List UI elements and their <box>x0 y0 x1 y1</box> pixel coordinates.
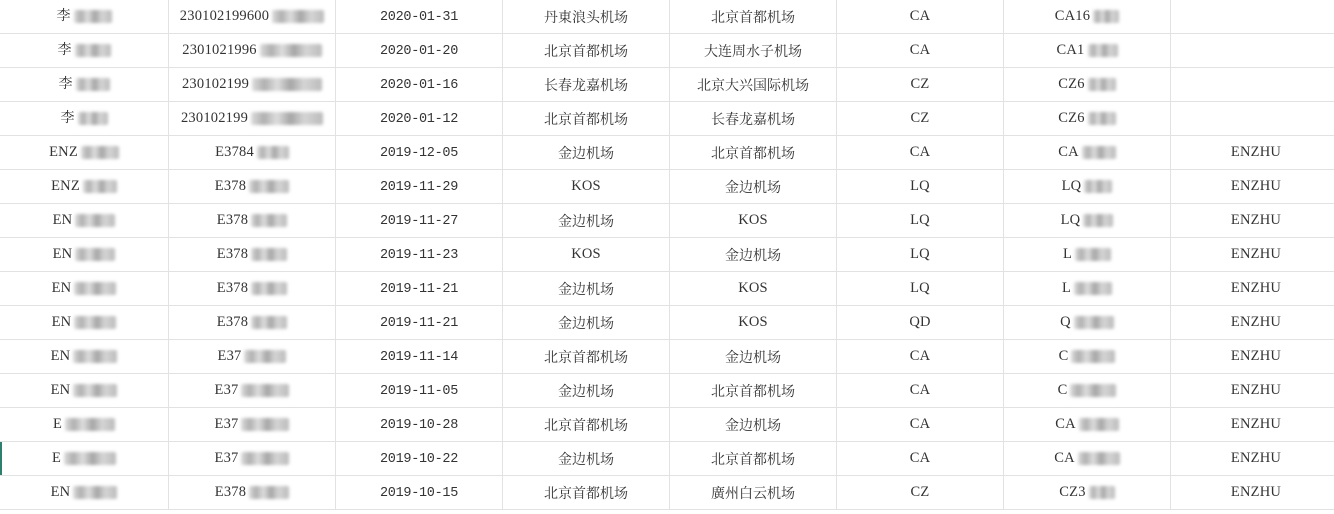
redaction-block <box>1088 44 1118 57</box>
cell-name: E <box>0 408 169 442</box>
cell-flight-number: CZ3 <box>1004 476 1171 510</box>
cell-flight-date: 2019-11-14 <box>336 340 503 374</box>
cell-airline-code: LQ <box>837 170 1004 204</box>
cell-agent: ENZHU <box>1171 306 1334 340</box>
table-row[interactable] <box>0 442 1334 476</box>
cell-flight-date: 2019-11-21 <box>336 306 503 340</box>
cell-arrival-airport: 北京首都机场 <box>670 374 837 408</box>
cell-airline-code: CZ <box>837 68 1004 102</box>
cell-id-number: 2301021996 <box>169 34 336 68</box>
cell-agent <box>1171 0 1334 34</box>
redaction-block <box>251 248 287 261</box>
table-row[interactable] <box>0 238 1334 272</box>
redaction-block <box>241 418 289 431</box>
cell-flight-number: C <box>1004 340 1171 374</box>
cell-flight-number: CA <box>1004 442 1171 476</box>
cell-flight-number: CZ6 <box>1004 68 1171 102</box>
cell-name: EN <box>0 476 169 510</box>
redaction-block <box>73 350 117 363</box>
cell-id-number: E3784 <box>169 136 336 170</box>
cell-arrival-airport: 北京大兴国际机场 <box>670 68 837 102</box>
redaction-block <box>1083 214 1113 227</box>
redaction-block <box>244 350 286 363</box>
cell-name: EN <box>0 374 169 408</box>
cell-airline-code: LQ <box>837 204 1004 238</box>
cell-arrival-airport: 金边机场 <box>670 408 837 442</box>
cell-arrival-airport: 北京首都机场 <box>670 442 837 476</box>
redaction-block <box>81 146 119 159</box>
cell-flight-number: L <box>1004 272 1171 306</box>
cell-arrival-airport: 金边机场 <box>670 238 837 272</box>
redaction-block <box>65 418 115 431</box>
cell-departure-airport: 北京首都机场 <box>503 408 670 442</box>
cell-flight-date: 2019-11-05 <box>336 374 503 408</box>
redaction-block <box>251 316 287 329</box>
cell-agent: ENZHU <box>1171 408 1334 442</box>
cell-id-number: E37 <box>169 374 336 408</box>
cell-departure-airport: 金边机场 <box>503 136 670 170</box>
redaction-block <box>1093 10 1119 23</box>
redaction-block <box>73 486 117 499</box>
redaction-block <box>249 180 289 193</box>
cell-flight-number: C <box>1004 374 1171 408</box>
cell-id-number: E378 <box>169 238 336 272</box>
cell-arrival-airport: KOS <box>670 272 837 306</box>
cell-departure-airport: 北京首都机场 <box>503 340 670 374</box>
cell-arrival-airport: 北京首都机场 <box>670 136 837 170</box>
cell-id-number: E378 <box>169 170 336 204</box>
cell-name: EN <box>0 272 169 306</box>
redaction-block <box>1079 418 1119 431</box>
redaction-block <box>251 214 287 227</box>
cell-name: 李 <box>0 34 169 68</box>
redaction-block <box>64 452 116 465</box>
cell-departure-airport: KOS <box>503 238 670 272</box>
redaction-block <box>75 214 115 227</box>
cell-flight-date: 2020-01-20 <box>336 34 503 68</box>
cell-arrival-airport: 北京首都机场 <box>670 0 837 34</box>
cell-flight-date: 2019-11-27 <box>336 204 503 238</box>
cell-flight-date: 2019-10-22 <box>336 442 503 476</box>
cell-agent: ENZHU <box>1171 136 1334 170</box>
cell-agent: ENZHU <box>1171 204 1334 238</box>
redaction-block <box>260 44 322 57</box>
cell-agent <box>1171 68 1334 102</box>
cell-id-number: E378 <box>169 476 336 510</box>
cell-departure-airport: 北京首都机场 <box>503 34 670 68</box>
cell-name: 李 <box>0 102 169 136</box>
redaction-block <box>241 452 289 465</box>
cell-departure-airport: KOS <box>503 170 670 204</box>
cell-id-number: E378 <box>169 272 336 306</box>
cell-flight-number: L <box>1004 238 1171 272</box>
cell-name: EN <box>0 340 169 374</box>
cell-name: EN <box>0 238 169 272</box>
redaction-block <box>1082 146 1116 159</box>
redaction-block <box>1088 112 1116 125</box>
redaction-block <box>241 384 289 397</box>
cell-airline-code: CZ <box>837 102 1004 136</box>
table-row[interactable] <box>0 136 1334 170</box>
cell-name: ENZ <box>0 136 169 170</box>
redaction-block <box>1074 316 1114 329</box>
redaction-block <box>1078 452 1120 465</box>
cell-departure-airport: 金边机场 <box>503 374 670 408</box>
cell-agent <box>1171 102 1334 136</box>
redaction-block <box>1088 78 1116 91</box>
cell-airline-code: CZ <box>837 476 1004 510</box>
cell-flight-number: CA1 <box>1004 34 1171 68</box>
redaction-block <box>251 282 287 295</box>
cell-agent: ENZHU <box>1171 272 1334 306</box>
redaction-block <box>73 384 117 397</box>
cell-airline-code: CA <box>837 0 1004 34</box>
cell-departure-airport: 金边机场 <box>503 272 670 306</box>
cell-arrival-airport: 金边机场 <box>670 340 837 374</box>
table-row[interactable] <box>0 306 1334 340</box>
cell-airline-code: LQ <box>837 238 1004 272</box>
cell-id-number: 230102199600 <box>169 0 336 34</box>
cell-id-number: E37 <box>169 442 336 476</box>
cell-flight-date: 2019-10-28 <box>336 408 503 442</box>
redaction-block <box>74 282 116 295</box>
redaction-block <box>1070 384 1116 397</box>
redaction-block <box>75 44 111 57</box>
cell-arrival-airport: 金边机场 <box>670 170 837 204</box>
cell-id-number: E37 <box>169 340 336 374</box>
cell-arrival-airport: 长春龙嘉机场 <box>670 102 837 136</box>
cell-agent: ENZHU <box>1171 170 1334 204</box>
cell-id-number: E378 <box>169 306 336 340</box>
cell-departure-airport: 金边机场 <box>503 442 670 476</box>
cell-name: ENZ <box>0 170 169 204</box>
cell-id-number: E378 <box>169 204 336 238</box>
cell-name: EN <box>0 306 169 340</box>
cell-airline-code: LQ <box>837 272 1004 306</box>
cell-flight-number: CA <box>1004 136 1171 170</box>
cell-id-number: 230102199 <box>169 68 336 102</box>
redaction-block <box>252 78 322 91</box>
cell-arrival-airport: KOS <box>670 204 837 238</box>
cell-flight-date: 2019-12-05 <box>336 136 503 170</box>
cell-flight-date: 2020-01-16 <box>336 68 503 102</box>
cell-flight-date: 2020-01-31 <box>336 0 503 34</box>
row-selection-marker <box>0 442 2 475</box>
cell-id-number: 230102199 <box>169 102 336 136</box>
redaction-block <box>74 10 112 23</box>
cell-airline-code: CA <box>837 374 1004 408</box>
cell-departure-airport: 北京首都机场 <box>503 102 670 136</box>
cell-flight-date: 2019-11-23 <box>336 238 503 272</box>
cell-name: E <box>0 442 169 476</box>
cell-departure-airport: 北京首都机场 <box>503 476 670 510</box>
cell-flight-date: 2019-10-15 <box>336 476 503 510</box>
table-row[interactable] <box>0 0 1334 34</box>
cell-agent: ENZHU <box>1171 476 1334 510</box>
cell-airline-code: CA <box>837 442 1004 476</box>
table-row[interactable] <box>0 272 1334 306</box>
cell-name: 李 <box>0 68 169 102</box>
cell-agent <box>1171 34 1334 68</box>
table-row[interactable] <box>0 170 1334 204</box>
cell-departure-airport: 金边机场 <box>503 204 670 238</box>
cell-airline-code: QD <box>837 306 1004 340</box>
cell-agent: ENZHU <box>1171 442 1334 476</box>
cell-flight-number: CZ6 <box>1004 102 1171 136</box>
cell-flight-number: Q <box>1004 306 1171 340</box>
cell-flight-date: 2019-11-21 <box>336 272 503 306</box>
cell-flight-number: CA <box>1004 408 1171 442</box>
cell-airline-code: CA <box>837 340 1004 374</box>
cell-departure-airport: 丹東浪头机场 <box>503 0 670 34</box>
cell-flight-number: CA16 <box>1004 0 1171 34</box>
cell-departure-airport: 金边机场 <box>503 306 670 340</box>
cell-flight-number: LQ <box>1004 204 1171 238</box>
table-row[interactable] <box>0 34 1334 68</box>
cell-airline-code: CA <box>837 408 1004 442</box>
redaction-block <box>78 112 108 125</box>
redaction-block <box>1084 180 1112 193</box>
cell-agent: ENZHU <box>1171 238 1334 272</box>
cell-arrival-airport: 廣州白云机场 <box>670 476 837 510</box>
redaction-block <box>251 112 323 125</box>
table-row[interactable] <box>0 476 1334 510</box>
redaction-block <box>272 10 324 23</box>
table-row[interactable] <box>0 102 1334 136</box>
redaction-block <box>1074 282 1112 295</box>
table-row[interactable] <box>0 68 1334 102</box>
cell-id-number: E37 <box>169 408 336 442</box>
redaction-block <box>83 180 117 193</box>
cell-arrival-airport: 大连周水子机场 <box>670 34 837 68</box>
cell-airline-code: CA <box>837 34 1004 68</box>
cell-arrival-airport: KOS <box>670 306 837 340</box>
redaction-block <box>257 146 289 159</box>
table-row[interactable] <box>0 408 1334 442</box>
cell-flight-date: 2019-11-29 <box>336 170 503 204</box>
redaction-block <box>1071 350 1115 363</box>
redaction-block <box>1089 486 1115 499</box>
cell-name: EN <box>0 204 169 238</box>
table-row[interactable] <box>0 204 1334 238</box>
redaction-block <box>76 78 110 91</box>
cell-flight-date: 2020-01-12 <box>336 102 503 136</box>
table-row[interactable] <box>0 340 1334 374</box>
cell-airline-code: CA <box>837 136 1004 170</box>
redaction-block <box>75 248 115 261</box>
redaction-block <box>249 486 289 499</box>
redaction-block <box>74 316 116 329</box>
cell-flight-number: LQ <box>1004 170 1171 204</box>
table-row[interactable] <box>0 374 1334 408</box>
cell-departure-airport: 长春龙嘉机场 <box>503 68 670 102</box>
redaction-block <box>1075 248 1111 261</box>
cell-name: 李 <box>0 0 169 34</box>
cell-agent: ENZHU <box>1171 374 1334 408</box>
cell-agent: ENZHU <box>1171 340 1334 374</box>
